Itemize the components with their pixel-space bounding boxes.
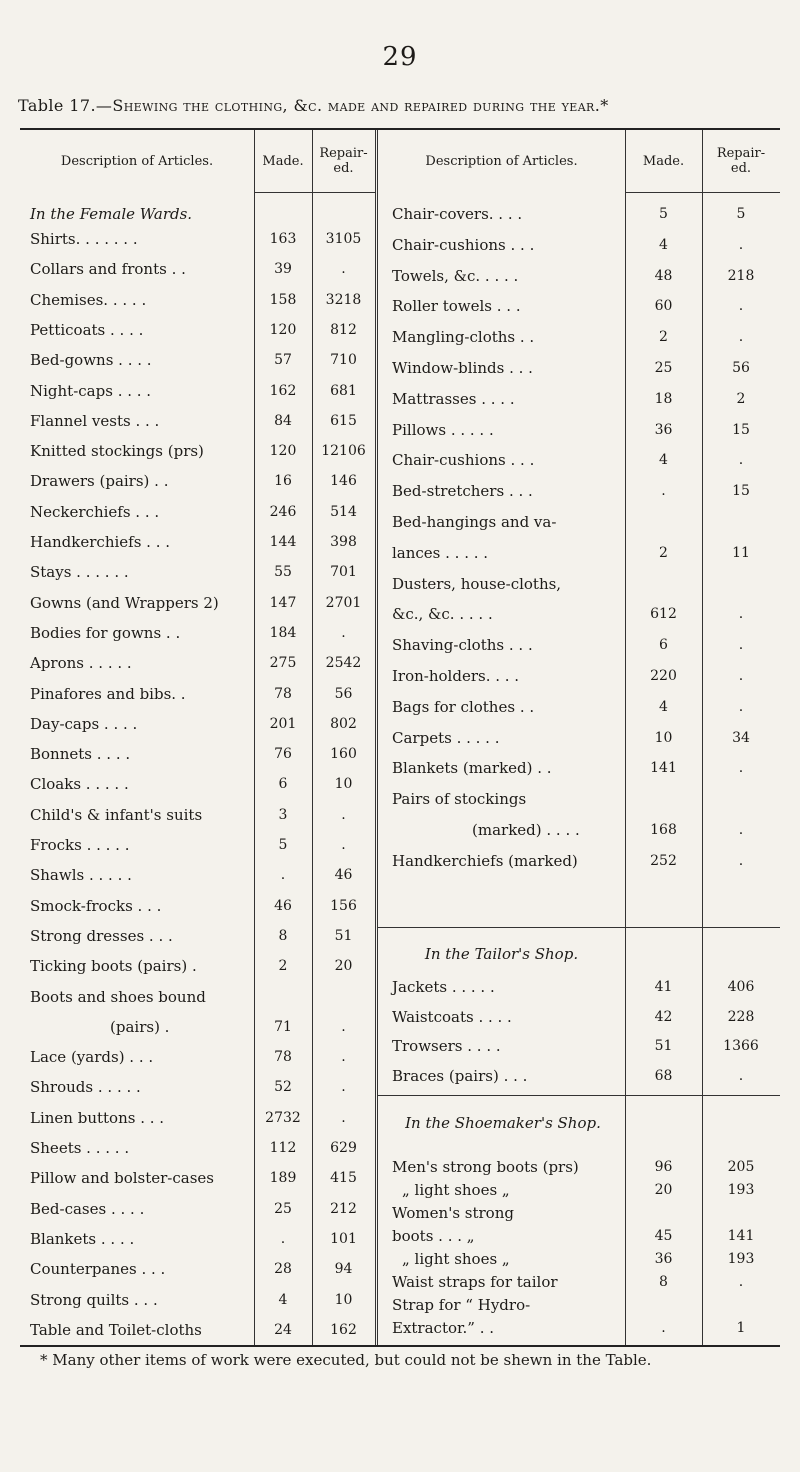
household-row-label: Iron-holders. . . . <box>392 667 520 685</box>
female-wards-row-made: 120 <box>269 443 297 460</box>
household-row-repaired: . <box>738 329 744 346</box>
household-row-label: Carpets . . . . . <box>392 728 500 747</box>
female-wards-row-label: Bonnets . . . . <box>30 745 131 764</box>
female-wards-row-made: 3 <box>278 806 288 823</box>
female-wards-row-repaired: 3218 <box>325 291 362 308</box>
female-wards-row-repaired: . <box>341 1018 346 1035</box>
female-wards-row-label: Bed-cases . . . . <box>30 1199 145 1218</box>
female-wards-row-label: Lace (yards) . . . <box>30 1048 154 1067</box>
tailor-row-repaired: . <box>738 1067 744 1084</box>
female-wards-row-made: 147 <box>269 594 297 611</box>
female-wards-row-label: Drawers (pairs) . . <box>30 472 169 491</box>
female-wards-row-repaired: 10 <box>334 776 353 793</box>
shoemaker-row-made: 45 <box>654 1228 673 1244</box>
tailor-row-repaired: 228 <box>727 1008 755 1025</box>
female-wards-row-made: 144 <box>269 534 297 550</box>
shoemaker-row-label: „ light shoes „ <box>402 1181 510 1199</box>
section-rule <box>378 927 780 928</box>
female-wards-row-repaired: 10 <box>334 1291 353 1308</box>
household-row-label: &c., &c. . . . . <box>392 605 493 624</box>
household-row-made: 141 <box>650 760 677 777</box>
household-row-label: Mangling-cloths . . <box>392 328 535 347</box>
female-wards-row-made: 158 <box>269 291 297 308</box>
female-wards-row-made: 78 <box>274 1049 292 1066</box>
shoemaker-row-repaired: 1 <box>736 1320 746 1336</box>
household-row-made: . <box>661 483 666 500</box>
household-row-repaired: . <box>738 606 744 623</box>
household-row-label: Shaving-cloths . . . <box>392 636 533 655</box>
column-rule <box>375 130 378 1345</box>
section-heading-tailor: In the Tailor's Shop. <box>424 945 579 963</box>
household-row-made: 2 <box>659 329 668 346</box>
female-wards-row-made: 78 <box>274 685 292 702</box>
female-wards-row-label: Boots and shoes bound <box>30 987 206 1006</box>
household-row-repaired: 11 <box>732 544 750 561</box>
female-wards-row-repaired: . <box>341 1109 346 1126</box>
household-row-made: 10 <box>654 729 673 746</box>
female-wards-row-repaired: 514 <box>330 503 357 520</box>
female-wards-row-made: 201 <box>269 715 297 732</box>
shoemaker-row-made: 8 <box>659 1274 668 1290</box>
female-wards-row-repaired: 415 <box>330 1170 357 1187</box>
household-row-repaired: . <box>738 760 744 777</box>
header-description-right: Description of Articles. <box>425 153 578 169</box>
shoemaker-row-label: boots . . . „ <box>392 1227 475 1245</box>
header-rule <box>625 192 702 193</box>
female-wards-row-repaired: 160 <box>330 746 357 763</box>
household-row-repaired: 2 <box>736 390 746 407</box>
female-wards-row-label: Day-caps . . . . <box>30 714 138 733</box>
female-wards-row-made: 162 <box>269 382 297 399</box>
household-row-made: 25 <box>654 360 673 376</box>
female-wards-row-repaired: 681 <box>330 382 357 399</box>
household-row-made: 60 <box>654 298 673 315</box>
household-row-label: Dusters, house-cloths, <box>392 574 562 593</box>
female-wards-row-made: 163 <box>269 231 297 247</box>
shoemaker-row-label: Extractor.” . . <box>392 1319 495 1337</box>
household-row-label: Bags for clothes . . <box>392 697 535 716</box>
household-row-made: 4 <box>659 698 668 715</box>
female-wards-row-label: Pinafores and bibs. . <box>30 684 186 703</box>
female-wards-row-label: Table and Toilet-cloths <box>30 1320 202 1339</box>
female-wards-row-made: 120 <box>269 321 297 338</box>
female-wards-row-made: . <box>280 1230 286 1247</box>
female-wards-row-label: Night-caps . . . . <box>30 381 152 400</box>
section-heading-shoemaker: In the Shoemaker's Shop. <box>405 1114 601 1132</box>
household-row-made: 48 <box>654 267 673 284</box>
female-wards-row-repaired: . <box>341 624 346 641</box>
female-wards-row-repaired: . <box>341 1079 346 1096</box>
female-wards-row-label: Neckerchiefs . . . <box>30 502 160 521</box>
female-wards-row-label: (pairs) . <box>110 1017 170 1036</box>
header-made-right: Made. <box>642 153 685 169</box>
shoemaker-row-label: Women's strong <box>392 1204 514 1222</box>
female-wards-row-made: 55 <box>274 564 292 581</box>
tailor-row-label: Braces (pairs) . . . <box>392 1066 528 1085</box>
household-row-repaired: . <box>738 637 744 654</box>
household-row-repaired: 218 <box>727 267 755 284</box>
household-row-label: Chair-cushions . . . <box>392 451 535 470</box>
household-row-repaired: 15 <box>732 421 750 438</box>
shoemaker-row-made: 20 <box>654 1182 673 1198</box>
section-heading-female-wards: In the Female Wards. <box>30 205 193 223</box>
female-wards-row-label: Linen buttons . . . <box>30 1108 165 1127</box>
household-row-label: Bed-hangings and va- <box>392 513 557 531</box>
table-title-prefix: Table 17.— <box>18 96 113 115</box>
tailor-row-repaired: 1366 <box>723 1038 759 1054</box>
female-wards-row-made: 246 <box>269 503 297 520</box>
female-wards-row-label: Shawls . . . . . <box>30 866 132 885</box>
female-wards-row-made: 71 <box>274 1018 292 1035</box>
female-wards-row-made: 57 <box>274 352 292 369</box>
female-wards-row-label: Ticking boots (pairs) . <box>30 957 197 976</box>
female-wards-row-label: Shirts. . . . . . . <box>30 230 138 248</box>
female-wards-row-label: Handkerchiefs . . . <box>30 533 171 551</box>
household-row-made: 252 <box>650 852 677 869</box>
table-title-text: Shewing the clothing, &c. made and repaired during the year.* <box>112 96 609 115</box>
female-wards-row-label: Shrouds . . . . . <box>30 1078 141 1097</box>
female-wards-row-made: 76 <box>274 746 292 763</box>
female-wards-row-made: 24 <box>274 1321 292 1338</box>
female-wards-row-repaired: . <box>341 261 346 278</box>
female-wards-row-repaired: 94 <box>334 1261 353 1278</box>
tailor-row-made: 42 <box>654 1008 673 1025</box>
table-title <box>18 96 798 115</box>
female-wards-row-made: . <box>280 867 286 884</box>
shoemaker-row-label: Strap for “ Hydro- <box>392 1296 531 1314</box>
household-row-repaired: . <box>738 822 744 838</box>
female-wards-row-made: 84 <box>274 412 292 429</box>
female-wards-row-repaired: 156 <box>330 897 357 914</box>
female-wards-row-made: 52 <box>274 1079 292 1096</box>
household-row-label: Window-blinds . . . <box>392 359 533 377</box>
female-wards-row-made: 189 <box>269 1170 297 1187</box>
female-wards-row-repaired: 146 <box>330 473 357 490</box>
household-row-made: 220 <box>650 668 677 684</box>
female-wards-row-made: 8 <box>278 927 288 944</box>
household-row-label: lances . . . . . <box>392 543 489 562</box>
household-row-made: 4 <box>659 452 668 469</box>
female-wards-row-made: 25 <box>274 1200 292 1217</box>
shoemaker-row-label: Waist straps for tailor <box>392 1273 558 1291</box>
header-repaired-left: Repair-ed. <box>319 146 368 176</box>
shoemaker-row-repaired: 193 <box>727 1251 755 1267</box>
household-row-made: 18 <box>654 390 673 407</box>
female-wards-row-made: 275 <box>269 655 297 672</box>
header-made-left: Made. <box>262 153 304 169</box>
female-wards-row-label: Strong dresses . . . <box>30 926 173 945</box>
household-row-repaired: 15 <box>732 483 750 500</box>
female-wards-row-made: 2732 <box>265 1109 301 1126</box>
female-wards-row-label: Child's & infant's suits <box>30 805 203 824</box>
female-wards-row-made: 2 <box>278 958 288 975</box>
female-wards-row-repaired: 56 <box>334 685 353 702</box>
household-row-repaired: . <box>738 852 744 869</box>
household-row-made: 6 <box>659 637 668 654</box>
tailor-row-repaired: 406 <box>727 979 755 995</box>
household-row-label: Bed-stretchers . . . <box>392 482 533 501</box>
shoemaker-row-repaired: 205 <box>727 1159 755 1175</box>
household-row-label: Chair-covers. . . . <box>392 205 523 223</box>
female-wards-row-label: Cloaks . . . . . <box>30 775 129 794</box>
female-wards-row-repaired: 20 <box>334 958 353 975</box>
female-wards-row-repaired: 162 <box>330 1321 357 1338</box>
female-wards-row-label: Collars and fronts . . <box>30 260 186 279</box>
household-row-made: 168 <box>650 822 677 838</box>
household-row-repaired: 34 <box>732 729 750 746</box>
clothing-table <box>20 128 780 1347</box>
page-number: 29 <box>382 42 418 72</box>
female-wards-row-repaired: 101 <box>330 1230 357 1247</box>
tailor-row-label: Jackets . . . . . <box>392 978 495 996</box>
female-wards-row-made: 5 <box>278 837 288 853</box>
female-wards-row-made: 112 <box>269 1140 297 1156</box>
tailor-row-label: Waistcoats . . . . <box>392 1007 512 1026</box>
female-wards-row-repaired: 12106 <box>321 443 366 460</box>
female-wards-row-repaired: 701 <box>330 564 357 581</box>
female-wards-row-label: Gowns (and Wrappers 2) <box>30 593 219 612</box>
household-row-repaired: 56 <box>732 360 750 376</box>
female-wards-row-repaired: 398 <box>330 534 357 550</box>
header-rule <box>254 192 312 193</box>
female-wards-row-repaired: 212 <box>330 1200 357 1217</box>
female-wards-row-label: Flannel vests . . . <box>30 411 160 430</box>
shoemaker-row-made: 96 <box>654 1159 673 1175</box>
shoemaker-row-repaired: 141 <box>727 1228 755 1244</box>
female-wards-row-label: Sheets . . . . . <box>30 1139 130 1157</box>
tailor-row-made: 41 <box>654 979 673 995</box>
shoemaker-row-label: „ light shoes „ <box>402 1250 510 1268</box>
household-row-repaired: . <box>738 236 744 253</box>
household-row-made: 5 <box>659 206 668 222</box>
female-wards-row-label: Blankets . . . . <box>30 1229 135 1248</box>
female-wards-row-made: 39 <box>274 261 292 278</box>
female-wards-row-repaired: 2542 <box>325 655 362 672</box>
female-wards-row-label: Counterpanes . . . <box>30 1260 166 1279</box>
female-wards-row-repaired: 3105 <box>325 231 362 247</box>
column-rule <box>312 130 313 1345</box>
female-wards-row-repaired: 46 <box>334 867 353 884</box>
female-wards-row-label: Bed-gowns . . . . <box>30 351 152 370</box>
household-row-repaired: . <box>738 698 744 715</box>
shoemaker-row-repaired: . <box>738 1274 744 1290</box>
female-wards-row-label: Frocks . . . . . <box>30 836 130 854</box>
female-wards-row-made: 6 <box>278 776 288 793</box>
female-wards-row-label: Knitted stockings (prs) <box>30 442 204 461</box>
household-row-label: Handkerchiefs (marked) <box>392 851 578 870</box>
household-row-label: Pillows . . . . . <box>392 420 494 439</box>
shoemaker-row-made: 36 <box>654 1251 673 1267</box>
household-row-repaired: . <box>738 668 744 684</box>
household-row-repaired: 5 <box>736 206 746 222</box>
female-wards-row-label: Bodies for gowns . . <box>30 623 181 642</box>
female-wards-row-repaired: 812 <box>330 321 357 338</box>
household-row-repaired: . <box>738 298 744 315</box>
female-wards-row-made: 16 <box>274 473 292 490</box>
female-wards-row-repaired: 51 <box>334 927 353 944</box>
female-wards-row-repaired: 615 <box>330 412 357 429</box>
household-row-label: (marked) . . . . <box>472 821 580 839</box>
household-row-made: 612 <box>650 606 677 623</box>
household-row-label: Roller towels . . . <box>392 297 521 316</box>
female-wards-row-repaired: 710 <box>330 352 357 369</box>
female-wards-row-label: Smock-frocks . . . <box>30 896 162 915</box>
shoemaker-row-label: Men's strong boots (prs) <box>392 1158 579 1176</box>
household-row-made: 4 <box>659 236 668 253</box>
female-wards-row-label: Strong quilts . . . <box>30 1290 158 1309</box>
shoemaker-row-made: . <box>661 1320 666 1336</box>
household-row-made: 2 <box>659 544 668 561</box>
header-rule <box>702 192 780 193</box>
tailor-row-made: 51 <box>654 1038 673 1054</box>
female-wards-row-label: Stays . . . . . . <box>30 563 129 582</box>
footnote: * Many other items of work were executed, but could not be shewn in the Table. <box>40 1351 652 1369</box>
female-wards-row-repaired: . <box>341 837 346 853</box>
female-wards-row-label: Aprons . . . . . <box>30 654 132 673</box>
female-wards-row-repaired: 2701 <box>325 594 362 611</box>
tailor-row-made: 68 <box>654 1067 673 1084</box>
header-repaired-right: Repair-ed. <box>716 146 766 176</box>
female-wards-row-repaired: . <box>341 1049 346 1066</box>
household-row-label: Towels, &c. . . . . <box>392 266 519 285</box>
header-description-left: Description of Articles. <box>60 153 214 169</box>
section-rule <box>378 1095 780 1096</box>
household-row-repaired: . <box>738 452 744 469</box>
header-rule <box>312 192 375 193</box>
female-wards-row-made: 46 <box>274 897 292 914</box>
female-wards-row-repaired: 802 <box>330 715 357 732</box>
tailor-row-label: Trowsers . . . . <box>392 1037 501 1055</box>
female-wards-row-made: 4 <box>278 1291 288 1308</box>
household-row-label: Pairs of stockings <box>392 790 527 809</box>
household-row-label: Blankets (marked) . . <box>392 759 552 778</box>
column-rule <box>254 130 255 1345</box>
female-wards-row-label: Chemises. . . . . <box>30 290 147 309</box>
female-wards-row-label: Petticoats . . . . <box>30 320 144 339</box>
female-wards-row-repaired: 629 <box>330 1140 357 1156</box>
household-row-label: Chair-cushions . . . <box>392 235 535 254</box>
female-wards-row-made: 184 <box>269 624 297 641</box>
household-row-made: 36 <box>654 421 673 438</box>
female-wards-row-repaired: . <box>341 806 346 823</box>
shoemaker-row-repaired: 193 <box>727 1182 755 1198</box>
household-row-label: Mattrasses . . . . <box>392 389 515 408</box>
female-wards-row-label: Pillow and bolster-cases <box>30 1169 214 1188</box>
female-wards-row-made: 28 <box>274 1261 292 1278</box>
